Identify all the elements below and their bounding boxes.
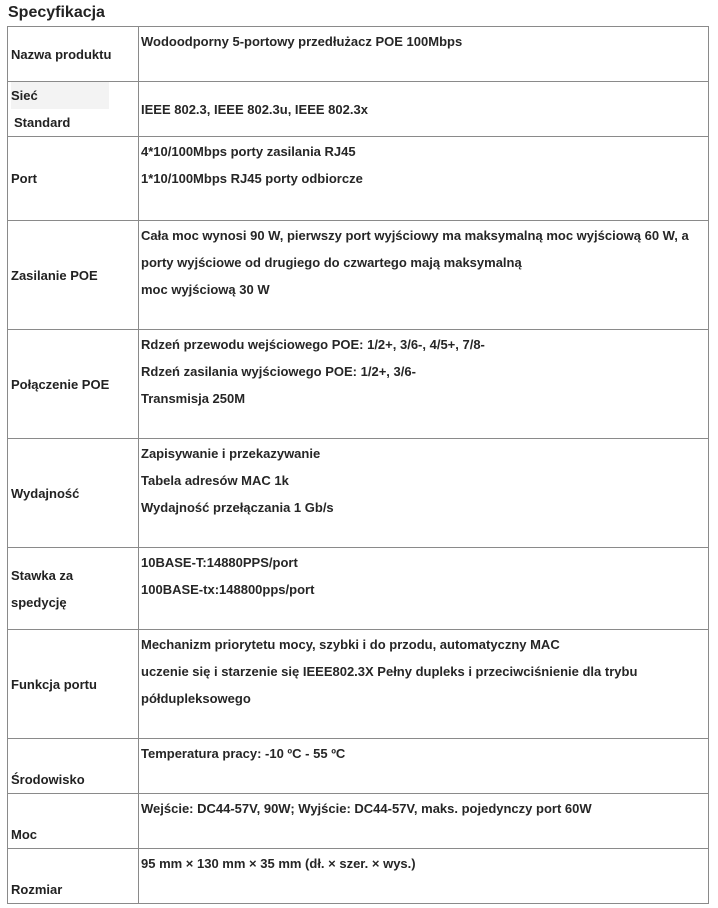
value-line: Mechanizm priorytetu mocy, szybki i do przodu, automatyczny MAC [141, 637, 560, 652]
row-value [139, 630, 709, 739]
table-row [8, 82, 709, 137]
value-line: Zapisywanie i przekazywanie [141, 446, 321, 461]
table-row [8, 739, 709, 794]
value-line: IEEE 802.3, IEEE 802.3u, IEEE 802.3x [141, 102, 368, 117]
table-row [8, 794, 709, 849]
value-line: 4*10/100Mbps porty zasilania RJ45 [141, 144, 356, 159]
table-row [8, 27, 709, 82]
value-line: 10BASE-T:14880PPS/port [141, 555, 298, 570]
table-row [8, 439, 709, 548]
row-value [139, 794, 709, 849]
row-label: Rozmiar [8, 849, 139, 904]
row-value [139, 82, 709, 137]
row-label: Połączenie POE [8, 330, 139, 439]
row-label: Nazwa produktu [8, 27, 139, 82]
value-line: Wodoodporny 5-portowy przedłużacz POE 100Mbps [141, 34, 463, 49]
value-line: uczenie się i starzenie się IEEE802.3X Pełny dupleks i przeciwciśnienie dla trybu półdupleksowego [141, 664, 638, 706]
value-line: moc wyjściową 30 W [141, 282, 270, 297]
row-value [139, 330, 709, 439]
row-value [139, 27, 709, 82]
row-label-line: Sieć [11, 82, 109, 109]
row-label-line: spedycję [11, 594, 67, 610]
row-label [8, 82, 139, 137]
table-row [8, 137, 709, 221]
row-value [139, 849, 709, 904]
row-label: Port [8, 137, 139, 221]
row-label [8, 548, 139, 630]
table-row [8, 221, 709, 330]
row-value [139, 137, 709, 221]
value-line: Tabela adresów MAC 1k [141, 473, 289, 488]
row-label: Środowisko [8, 739, 139, 794]
value-line: 1*10/100Mbps RJ45 porty odbiorcze [141, 171, 363, 186]
table-row [8, 849, 709, 904]
row-value [139, 739, 709, 794]
table-row [8, 630, 709, 739]
value-line: Transmisja 250M [141, 391, 246, 406]
value-line: 95 mm × 130 mm × 35 mm (dł. × szer. × wys.) [141, 856, 416, 871]
row-label: Moc [8, 794, 139, 849]
row-label: Funkcja portu [8, 630, 139, 739]
table-row [8, 330, 709, 439]
value-line: Temperatura pracy: -10 ºC - 55 ºC [141, 746, 346, 761]
value-line: Wydajność przełączania 1 Gb/s [141, 500, 334, 515]
value-line: Cała moc wynosi 90 W, pierwszy port wyjściowy ma maksymalną moc wyjściową 60 W, a porty wyjściowe od drugiego do czwartego mają maksymalną [141, 228, 689, 270]
page-title: Specyfikacja [8, 4, 105, 21]
row-label-line: Standard [14, 115, 71, 130]
row-value [139, 221, 709, 330]
row-value [139, 548, 709, 630]
value-line: 100BASE-tx:148800pps/port [141, 582, 315, 597]
row-label-line: Stawka za [11, 567, 74, 583]
value-line: Rdzeń zasilania wyjściowego POE: 1/2+, 3/6- [141, 364, 416, 379]
value-line: Wejście: DC44-57V, 90W; Wyjście: DC44-57V, maks. pojedynczy port 60W [141, 801, 592, 816]
value-line: Rdzeń przewodu wejściowego POE: 1/2+, 3/6-, 4/5+, 7/8- [141, 337, 485, 352]
row-label: Zasilanie POE [8, 221, 139, 330]
table-row [8, 548, 709, 630]
spec-table [7, 26, 709, 904]
row-label: Wydajność [8, 439, 139, 548]
row-value [139, 439, 709, 548]
